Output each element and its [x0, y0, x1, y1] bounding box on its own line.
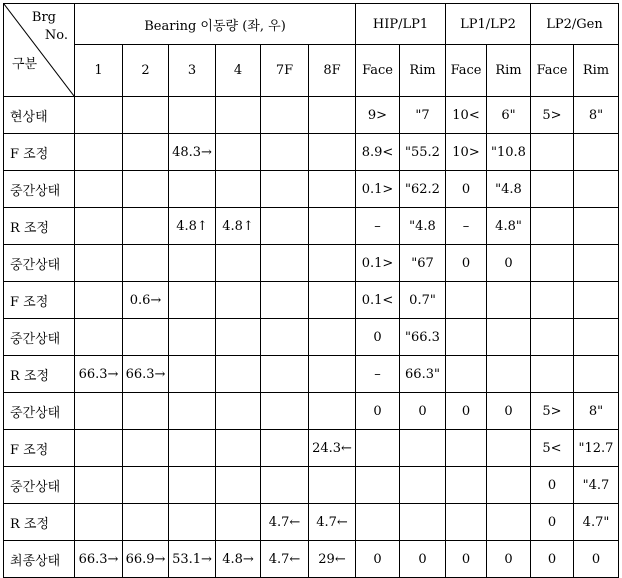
table-cell — [216, 97, 261, 134]
table-cell — [123, 393, 169, 430]
table-row — [4, 319, 619, 356]
table-cell: "67 — [400, 245, 446, 282]
table-cell: 8" — [574, 393, 619, 430]
table-cell — [261, 97, 309, 134]
table-cell — [309, 134, 356, 171]
table-cell: 10> — [446, 134, 487, 171]
table-cell: 8.9< — [356, 134, 400, 171]
table-cell — [216, 504, 261, 541]
table-cell: 0 — [400, 393, 446, 430]
table-cell: 0 — [446, 171, 487, 208]
table-cell — [400, 430, 446, 467]
table-cell — [169, 171, 216, 208]
table-cell — [446, 467, 487, 504]
table-cell — [487, 319, 531, 356]
table-cell — [123, 319, 169, 356]
table-cell — [216, 134, 261, 171]
row-label: F 조정 — [4, 430, 75, 467]
table-cell — [531, 319, 574, 356]
bearing-col-header: 8F — [309, 45, 356, 97]
table-cell — [169, 282, 216, 319]
table-cell — [169, 319, 216, 356]
table-cell: "4.7 — [574, 467, 619, 504]
table-cell — [123, 171, 169, 208]
table-cell — [574, 208, 619, 245]
table-cell — [400, 467, 446, 504]
table-cell — [574, 319, 619, 356]
table-cell — [75, 245, 123, 282]
header-row-2 — [4, 45, 619, 97]
row-label: 중간상태 — [4, 393, 75, 430]
table-cell: "12.7 — [574, 430, 619, 467]
table-cell — [261, 467, 309, 504]
lp2-gen-header: LP2/Gen — [531, 4, 619, 45]
table-cell: 6" — [487, 97, 531, 134]
table-cell: "62.2 — [400, 171, 446, 208]
table-row — [4, 208, 619, 245]
table-cell — [75, 208, 123, 245]
bearing-movement-header: Bearing 이동량 (좌, 우) — [75, 4, 356, 45]
table-cell: – — [446, 208, 487, 245]
table-cell — [75, 393, 123, 430]
rim-col-header: Rim — [400, 45, 446, 97]
table-cell — [261, 393, 309, 430]
bearing-col-header: 4 — [216, 45, 261, 97]
table-cell — [261, 319, 309, 356]
table-body — [4, 97, 619, 578]
table-cell — [216, 282, 261, 319]
lp1-lp2-header: LP1/LP2 — [446, 4, 531, 45]
table-cell — [531, 171, 574, 208]
table-cell — [169, 393, 216, 430]
table-cell — [123, 467, 169, 504]
table-cell — [446, 282, 487, 319]
table-cell — [400, 504, 446, 541]
table-cell — [309, 467, 356, 504]
table-cell: 66.3→ — [75, 356, 123, 393]
table-cell — [75, 504, 123, 541]
table-cell — [75, 282, 123, 319]
table-cell: 0.7" — [400, 282, 446, 319]
table-cell — [261, 245, 309, 282]
face-col-header: Face — [356, 45, 400, 97]
table-cell: 4.7← — [261, 504, 309, 541]
table-cell — [169, 467, 216, 504]
table-row — [4, 245, 619, 282]
table-cell — [261, 171, 309, 208]
table-row — [4, 356, 619, 393]
table-cell — [309, 393, 356, 430]
table-cell — [216, 245, 261, 282]
corner-header-cell — [4, 4, 75, 97]
table-cell — [446, 504, 487, 541]
bearing-col-header: 7F — [261, 45, 309, 97]
hip-lp1-header: HIP/LP1 — [356, 4, 446, 45]
table-row — [4, 282, 619, 319]
table-cell — [446, 356, 487, 393]
table-cell — [309, 171, 356, 208]
rim-col-header: Rim — [487, 45, 531, 97]
table-cell: 0 — [531, 541, 574, 578]
table-row — [4, 467, 619, 504]
table-cell: "10.8 — [487, 134, 531, 171]
table-cell — [261, 134, 309, 171]
table-cell — [169, 430, 216, 467]
row-label: 현상태 — [4, 97, 75, 134]
table-cell — [261, 282, 309, 319]
table-cell: 0 — [400, 541, 446, 578]
table-cell: 4.8" — [487, 208, 531, 245]
table-cell — [487, 467, 531, 504]
table-cell — [309, 97, 356, 134]
face-col-header: Face — [531, 45, 574, 97]
table-cell — [169, 356, 216, 393]
table-cell: 0 — [446, 541, 487, 578]
corner-category-label: 구분 — [12, 57, 38, 72]
table-cell: 0 — [356, 393, 400, 430]
table-row — [4, 134, 619, 171]
table-cell: 0.1> — [356, 171, 400, 208]
table-cell — [531, 356, 574, 393]
table-cell — [75, 171, 123, 208]
row-label: R 조정 — [4, 504, 75, 541]
row-label: 중간상태 — [4, 245, 75, 282]
table-cell: 4.7← — [261, 541, 309, 578]
table-cell: 0 — [487, 245, 531, 282]
table-cell — [574, 171, 619, 208]
row-label: F 조정 — [4, 134, 75, 171]
table-row — [4, 430, 619, 467]
table-cell: 0 — [356, 319, 400, 356]
table-cell — [216, 393, 261, 430]
table-cell — [75, 97, 123, 134]
row-label: 중간상태 — [4, 171, 75, 208]
table-cell: – — [356, 208, 400, 245]
table-cell: 66.3→ — [75, 541, 123, 578]
table-cell: 9> — [356, 97, 400, 134]
table-cell — [123, 504, 169, 541]
table-cell — [75, 467, 123, 504]
row-label: R 조정 — [4, 208, 75, 245]
table-cell — [261, 356, 309, 393]
table-cell — [531, 208, 574, 245]
table-cell: 5> — [531, 97, 574, 134]
table-cell — [356, 467, 400, 504]
table-cell — [356, 430, 400, 467]
table-cell: 24.3← — [309, 430, 356, 467]
table-cell — [123, 245, 169, 282]
table-cell — [446, 430, 487, 467]
table-cell: 4.8→ — [216, 541, 261, 578]
table-cell — [531, 245, 574, 282]
table-cell — [216, 171, 261, 208]
face-col-header: Face — [446, 45, 487, 97]
table-cell — [261, 208, 309, 245]
table-row — [4, 97, 619, 134]
table-cell: 0 — [356, 541, 400, 578]
table-cell: 0 — [446, 393, 487, 430]
table-cell — [487, 504, 531, 541]
table-cell — [123, 208, 169, 245]
table-cell: "7 — [400, 97, 446, 134]
table-cell: 4.8↑ — [169, 208, 216, 245]
table-cell — [261, 430, 309, 467]
table-cell — [169, 504, 216, 541]
table-cell: 4.7← — [309, 504, 356, 541]
table-row — [4, 541, 619, 578]
table-cell — [75, 134, 123, 171]
rim-col-header: Rim — [574, 45, 619, 97]
table-cell: 66.3→ — [123, 356, 169, 393]
table-cell — [123, 134, 169, 171]
table-cell — [169, 245, 216, 282]
table-cell — [169, 97, 216, 134]
table-cell: 5< — [531, 430, 574, 467]
table-cell: 0.6→ — [123, 282, 169, 319]
bearing-col-header: 1 — [75, 45, 123, 97]
table-cell: 29← — [309, 541, 356, 578]
table-cell — [216, 356, 261, 393]
table-cell: "55.2 — [400, 134, 446, 171]
corner-no-label: No. — [44, 28, 68, 43]
table-row — [4, 393, 619, 430]
table-cell: 4.8↑ — [216, 208, 261, 245]
bearing-col-header: 3 — [169, 45, 216, 97]
table-cell — [75, 430, 123, 467]
table-cell — [487, 430, 531, 467]
table-cell: 10< — [446, 97, 487, 134]
table-cell: 0 — [487, 393, 531, 430]
bearing-adjustment-table — [3, 3, 619, 578]
table-cell — [487, 282, 531, 319]
table-cell — [487, 356, 531, 393]
table-cell — [574, 282, 619, 319]
table-cell: "4.8 — [400, 208, 446, 245]
table-cell — [309, 319, 356, 356]
table-cell: 66.9→ — [123, 541, 169, 578]
bearing-col-header: 2 — [123, 45, 169, 97]
table-cell: 0 — [574, 541, 619, 578]
table-cell: 66.3" — [400, 356, 446, 393]
table-cell — [309, 356, 356, 393]
table-cell: 48.3→ — [169, 134, 216, 171]
row-label: 최종상태 — [4, 541, 75, 578]
table-row — [4, 171, 619, 208]
table-cell — [216, 467, 261, 504]
table-cell: 8" — [574, 97, 619, 134]
table-cell — [75, 319, 123, 356]
table-cell — [531, 134, 574, 171]
table-cell — [574, 134, 619, 171]
table-cell — [309, 282, 356, 319]
table-cell: 0 — [531, 467, 574, 504]
table-cell: "66.3 — [400, 319, 446, 356]
row-label: 중간상태 — [4, 319, 75, 356]
table-cell — [531, 282, 574, 319]
table-cell — [123, 430, 169, 467]
table-cell — [446, 319, 487, 356]
table-cell — [574, 245, 619, 282]
table-cell — [309, 245, 356, 282]
table-cell: 0.1< — [356, 282, 400, 319]
table-cell: – — [356, 356, 400, 393]
table-cell: 0 — [531, 504, 574, 541]
table-cell — [309, 208, 356, 245]
table-cell — [123, 97, 169, 134]
row-label: R 조정 — [4, 356, 75, 393]
table-cell: 53.1→ — [169, 541, 216, 578]
table-cell: 5> — [531, 393, 574, 430]
corner-brg-label: Brg — [31, 10, 56, 25]
row-label: F 조정 — [4, 282, 75, 319]
table-row — [4, 504, 619, 541]
table-cell: "4.8 — [487, 171, 531, 208]
table-cell — [216, 319, 261, 356]
table-cell: 0.1> — [356, 245, 400, 282]
table-cell — [216, 430, 261, 467]
table-cell — [574, 356, 619, 393]
table-cell: 4.7" — [574, 504, 619, 541]
table-cell: 0 — [446, 245, 487, 282]
table-cell — [356, 504, 400, 541]
row-label: 중간상태 — [4, 467, 75, 504]
table-cell: 0 — [487, 541, 531, 578]
header-row-1 — [4, 4, 619, 45]
